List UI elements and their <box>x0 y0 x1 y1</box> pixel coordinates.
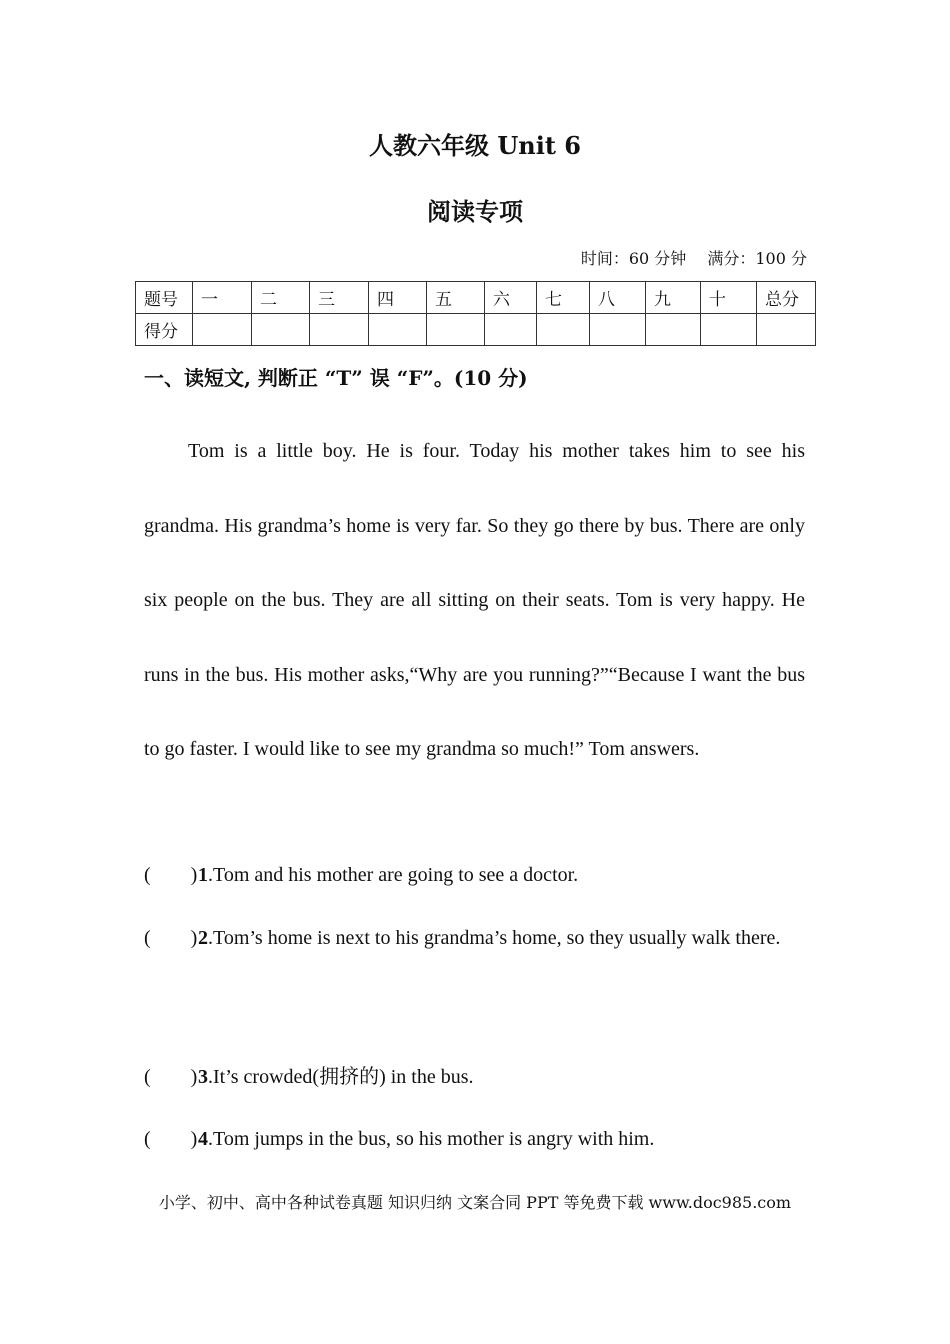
answer-blank[interactable]: ( ) <box>144 1066 198 1088</box>
score-table <box>135 281 816 346</box>
score-cell[interactable] <box>590 314 646 346</box>
question-text: .Tom jumps in the bus, so his mother is angry with him. <box>208 1128 655 1150</box>
col-10: 十 <box>701 282 757 314</box>
score-cell[interactable] <box>646 314 701 346</box>
score-cell[interactable] <box>701 314 757 346</box>
col-8: 八 <box>590 282 646 314</box>
row-label-question: 题号 <box>136 282 193 314</box>
score-cell[interactable] <box>193 314 252 346</box>
section-heading: 一、读短文, 判断正 “T” 误 “F”。(10 分) <box>144 366 528 390</box>
exam-meta <box>565 246 807 269</box>
score-cell[interactable] <box>252 314 310 346</box>
score-cell[interactable] <box>537 314 590 346</box>
col-5: 五 <box>427 282 485 314</box>
score-cell[interactable] <box>310 314 369 346</box>
score-cell[interactable] <box>757 314 816 346</box>
question-text: .Tom’s home is next to his grandma’s home, so they usually walk there. <box>208 927 781 949</box>
reading-passage: Tom is a little boy. He is four. Today his mother takes him to see his grandma. His grandma’s home is very far. So they go there by bus. There are only six people on the bus. They are all sitting on their seats. Tom is very happy. He runs in the bus. His mother asks,“Why are you running?”“Because I want the bus to go faster. I would like to see my grandma so much!” Tom answers. <box>144 440 805 761</box>
score-cell[interactable] <box>427 314 485 346</box>
col-1: 一 <box>193 282 252 314</box>
question-number: 1 <box>198 864 208 886</box>
answer-blank[interactable]: ( ) <box>144 927 198 949</box>
footer: 小学、初中、高中各种试卷真题 知识归纳 文案合同 PPT 等免费下载 www.doc985.com <box>158 1193 792 1212</box>
col-6: 六 <box>485 282 537 314</box>
answer-blank[interactable]: ( ) <box>144 864 198 886</box>
question-number: 3 <box>198 1066 208 1088</box>
score-cell[interactable] <box>369 314 427 346</box>
score-table-header-row <box>136 282 816 314</box>
page-title: 人教六年级 Unit 6 <box>369 131 581 160</box>
time-limit: 时间：60 分钟 <box>580 249 687 268</box>
row-label-score: 得分 <box>136 314 193 346</box>
col-3: 三 <box>310 282 369 314</box>
page-subtitle: 阅读专项 <box>427 197 523 226</box>
question-2 <box>144 901 805 975</box>
score-cell[interactable] <box>485 314 537 346</box>
col-9: 九 <box>646 282 701 314</box>
answer-blank[interactable]: ( ) <box>144 1128 198 1150</box>
question-number: 2 <box>198 927 208 949</box>
question-4 <box>144 1102 805 1176</box>
full-score: 满分：100 分 <box>707 249 807 268</box>
score-table-score-row <box>136 314 816 346</box>
col-total: 总分 <box>757 282 816 314</box>
col-2: 二 <box>252 282 310 314</box>
question-number: 4 <box>198 1128 208 1150</box>
question-text: .Tom and his mother are going to see a doctor. <box>208 864 579 886</box>
col-7: 七 <box>537 282 590 314</box>
question-text: .It’s crowded(拥挤的) in the bus. <box>208 1066 474 1088</box>
col-4: 四 <box>369 282 427 314</box>
